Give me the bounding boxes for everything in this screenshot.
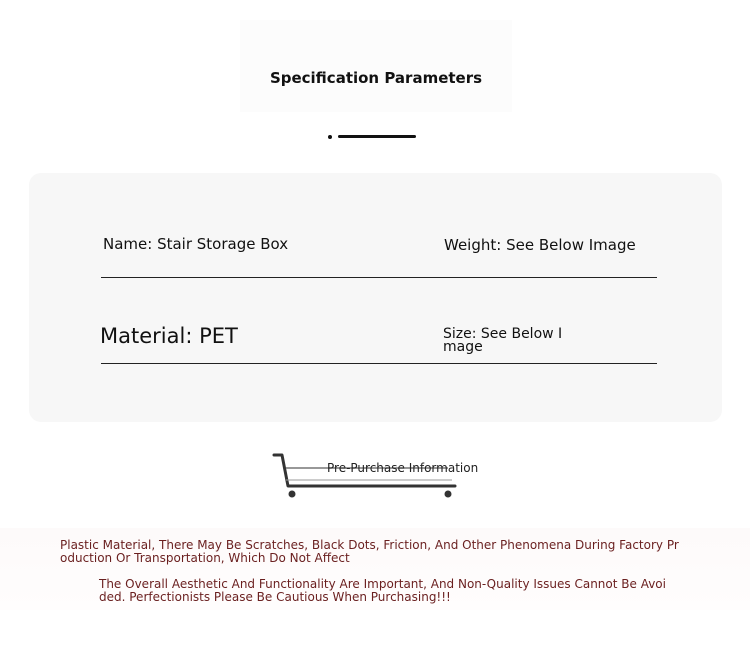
- pre-purchase-badge: [270, 436, 480, 500]
- divider-dot: [328, 135, 332, 139]
- spec-card: [29, 173, 722, 422]
- spec-weight: Weight: See Below Image: [444, 236, 636, 254]
- pre-purchase-label: Pre-Purchase Information: [327, 461, 479, 475]
- divider-bar: [338, 135, 416, 138]
- notice-line-1: Plastic Material, There May Be Scratches, Black Dots, Friction, And Other Phenomena During Factory Production Or Transportation, Which Do Not Affect: [60, 538, 679, 565]
- spec-material: Material: PET: [100, 324, 238, 348]
- spec-divider-1: [101, 277, 657, 278]
- page-title: Specification Parameters: [269, 69, 483, 87]
- spec-size: Size: See Below Image: [443, 326, 563, 355]
- title-block: [240, 20, 512, 112]
- spec-divider-2: [101, 363, 657, 364]
- spec-name: Name: Stair Storage Box: [103, 235, 289, 253]
- notice-line-2: The Overall Aesthetic And Functionality Are Important, And Non-Quality Issues Cannot Be Avoided. Perfectionists Please Be Cautious When Purchasing!!!: [99, 577, 666, 604]
